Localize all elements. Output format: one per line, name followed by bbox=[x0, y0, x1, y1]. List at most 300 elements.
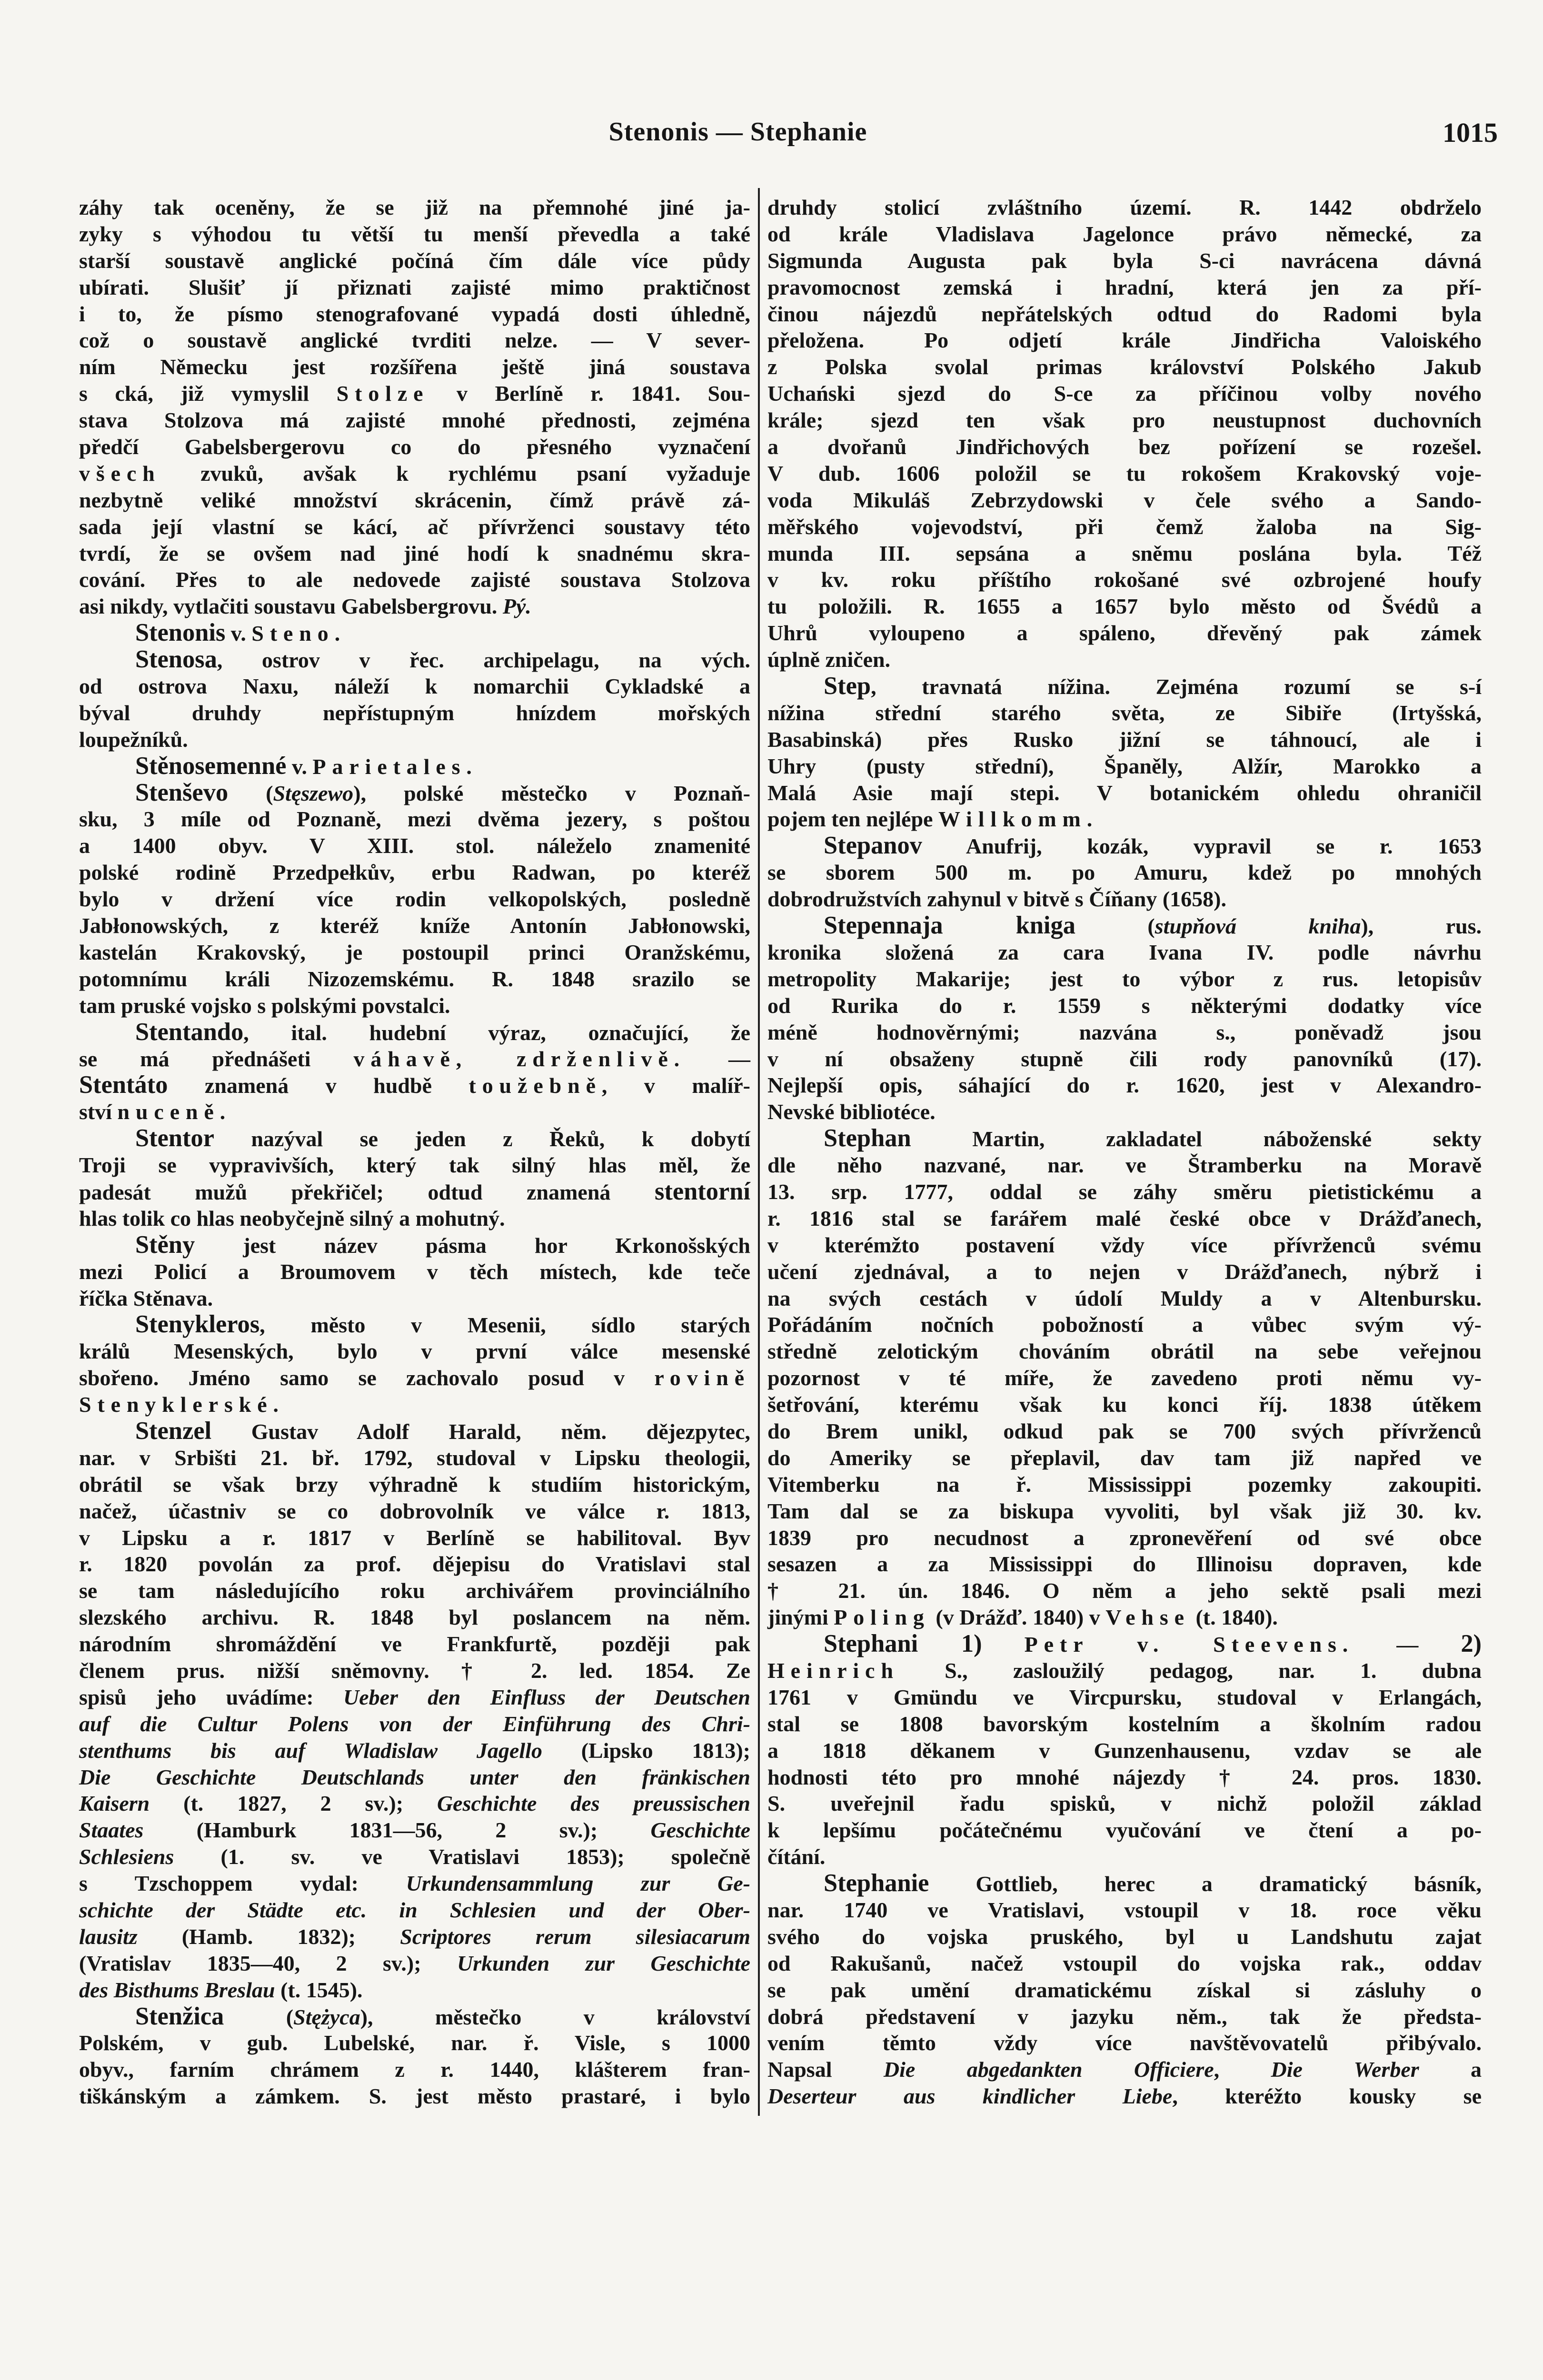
text-run: asi nikdy, vytlačiti soustavu Gabelsbergrovu. bbox=[79, 594, 503, 619]
text-run: Gustav Adolf Harald, něm. dějezpytec, bbox=[211, 1419, 750, 1444]
text-run: stal se 1808 bavorským kostelním a školním radou bbox=[767, 1711, 1482, 1736]
text-line bbox=[79, 1604, 750, 1631]
text-run: ním Německu jest rozšířena ještě jiná soustava bbox=[79, 355, 750, 379]
text-run: býval druhdy nepřístupným hnízdem mořských bbox=[79, 700, 750, 725]
text-line bbox=[79, 1498, 750, 1525]
text-line bbox=[79, 1870, 750, 1897]
text-run: což o soustavě anglické tvrditi nelze. — V sever- bbox=[79, 328, 750, 353]
text-run: sku, 3 míle od Poznaně, mezi dvěma jezery, s poštou bbox=[79, 807, 750, 832]
entry-headword: Step bbox=[824, 672, 871, 700]
text-line bbox=[767, 939, 1482, 966]
text-line bbox=[79, 460, 750, 487]
entry-headword: Stentando bbox=[135, 1018, 244, 1046]
text-run: zvuků, avšak k rychlému psaní vyžaduje bbox=[160, 461, 750, 486]
text-run: kronika složená za cara Ivana IV. podle návrhu bbox=[767, 940, 1482, 964]
spaced-emphasis: toužebně bbox=[468, 1073, 602, 1098]
text-run: přeložena. Po odjetí krále Jindřicha Valoiského bbox=[767, 328, 1482, 353]
text-run: , město v Mesenii, sídlo starých bbox=[259, 1313, 750, 1338]
text-line bbox=[79, 1684, 750, 1711]
text-line bbox=[767, 1657, 1482, 1684]
text-line bbox=[767, 806, 1482, 833]
text-line bbox=[79, 1764, 750, 1791]
text-run: Martin, zakladatel náboženské sekty bbox=[911, 1127, 1482, 1151]
text-line bbox=[767, 514, 1482, 540]
text-run: (Lipsko 1813); bbox=[542, 1738, 750, 1763]
text-run: Sigmunda Augusta pak byla S-ci navrácena dávná bbox=[767, 248, 1482, 273]
text-line bbox=[767, 1870, 1482, 1897]
text-run: a dvořanů Jindřichových bez pořízení se rozešel. bbox=[767, 435, 1482, 459]
text-line bbox=[767, 1125, 1482, 1152]
italic-title: stupňová kniha bbox=[1155, 914, 1361, 939]
text-run: † 21. ún. 1846. O něm a jeho sektě psali mezi bbox=[767, 1578, 1482, 1603]
text-line bbox=[79, 1577, 750, 1604]
italic-title: Pý. bbox=[502, 594, 531, 619]
text-run: druhdy stolicí zvláštního území. R. 1442 obdrželo bbox=[767, 195, 1482, 219]
text-run: z Polska svolal primas království Polského Jakub bbox=[767, 355, 1482, 379]
text-line bbox=[79, 833, 750, 859]
text-line bbox=[79, 407, 750, 434]
text-run: tu položili. R. 1655 a 1657 bylo město od Švédů a bbox=[767, 594, 1482, 619]
text-line bbox=[767, 912, 1482, 939]
text-line bbox=[79, 700, 750, 726]
text-run: do Ameriky se přeplavil, dav tam již napřed ve bbox=[767, 1445, 1482, 1470]
text-line bbox=[767, 1498, 1482, 1525]
text-run: v. bbox=[225, 621, 252, 646]
text-run: hodnosti této pro mnohé nájezdy † 24. pros. 1830. bbox=[767, 1765, 1482, 1789]
text-run: Anufrij, kozák, vypravil se r. 1653 bbox=[922, 834, 1482, 859]
text-line bbox=[79, 2030, 750, 2056]
text-run: ství bbox=[79, 1100, 118, 1124]
text-line bbox=[79, 1125, 750, 1152]
text-run: nar. v Srbišti 21. bř. 1792, studoval v Lipsku theologii, bbox=[79, 1445, 750, 1470]
text-run: Gottlieb, herec a dramatický básník, bbox=[929, 1872, 1482, 1896]
text-run: spisů jeho uvádíme: bbox=[79, 1685, 344, 1709]
entry-headword: Stentáto bbox=[79, 1071, 168, 1099]
text-line bbox=[79, 1737, 750, 1764]
entry-headword: Stenonis bbox=[135, 619, 226, 647]
spaced-emphasis: Stenyklerské. bbox=[79, 1392, 285, 1417]
italic-title: Urkundensammlung zur Ge- bbox=[406, 1871, 750, 1896]
text-run: , v malíř- bbox=[601, 1073, 750, 1098]
text-line bbox=[767, 1790, 1482, 1817]
text-run: mezi Policí a Broumovem v těch místech, kde teče bbox=[79, 1259, 750, 1284]
italic-title: Die Geschichte Deutschlands unter den fränkischen bbox=[79, 1765, 750, 1789]
text-line bbox=[767, 620, 1482, 646]
text-run: obrátil se však brzy výhradně k studiím historickým, bbox=[79, 1472, 750, 1497]
left-column bbox=[79, 194, 750, 2110]
text-run: a 1400 obyv. V XIII. stol. náleželo znamenité bbox=[79, 833, 750, 858]
text-line bbox=[79, 221, 750, 248]
text-line bbox=[79, 1179, 750, 1205]
text-run: sesazen a za Mississippi do Illinoisu dopraven, kde bbox=[767, 1552, 1482, 1577]
text-line bbox=[79, 1551, 750, 1577]
text-run: V dub. 1606 položil se tu rokošem Krakovský voje- bbox=[767, 461, 1482, 486]
text-run: ( bbox=[228, 781, 273, 805]
text-run: v ní obsaženy stupně čili rody panovníků (17). bbox=[767, 1046, 1482, 1071]
text-run: bylo v držení více rodin velkopolských, posledně bbox=[79, 887, 750, 912]
text-run: pozornost v té míře, že zavedeno proti němu vy- bbox=[767, 1366, 1482, 1390]
text-run: předčí Gabelsbergerovu co do přesného vyznačení bbox=[79, 435, 750, 459]
text-line bbox=[79, 248, 750, 274]
entry-headword: Stenžica bbox=[135, 2002, 224, 2030]
text-run: ), polské městečko v Poznaň- bbox=[353, 781, 750, 805]
text-run: ubírati. Slušiť jí přiznati zajisté mimo praktičnost bbox=[79, 275, 750, 299]
text-run: od Rakušanů, načež vstoupil do vojska rak., oddav bbox=[767, 1951, 1482, 1975]
text-line bbox=[767, 1924, 1482, 1950]
text-line bbox=[767, 1099, 1482, 1125]
text-line bbox=[767, 2003, 1482, 2030]
text-line bbox=[767, 434, 1482, 460]
entry-headword: Stepennaja kniga bbox=[824, 912, 1075, 940]
text-line bbox=[767, 1471, 1482, 1498]
text-run: krále; sjezd ten však pro neustupnost duchovních bbox=[767, 408, 1482, 433]
text-run: Napsal bbox=[767, 2057, 884, 2082]
text-line bbox=[767, 1365, 1482, 1391]
text-run: králů Mesenských, bylo v první válce mesenské bbox=[79, 1339, 750, 1364]
text-line bbox=[79, 1950, 750, 1977]
text-run: S. uveřejnil řadu spisků, v nichž položil základ bbox=[767, 1791, 1482, 1816]
text-run: měřského vojevodství, při čemž žaloba na Sig- bbox=[767, 514, 1482, 539]
text-run: stava Stolzova má zajisté mnohé přednosti, zejména bbox=[79, 408, 750, 433]
text-line bbox=[79, 1924, 750, 1950]
text-line bbox=[767, 1445, 1482, 1471]
text-run: , ital. hudební výraz, označující, že bbox=[243, 1020, 750, 1045]
text-run: činou nájezdů nepřátelských odtud do Radomi byla bbox=[767, 301, 1482, 326]
text-line bbox=[767, 327, 1482, 354]
text-run: , travnatá nížina. Zejména rozumí se s-í bbox=[871, 674, 1482, 699]
text-line bbox=[767, 380, 1482, 407]
text-run: — bbox=[686, 1046, 750, 1071]
text-run: do Brem unikl, odkud pak se 700 svých přívrženců bbox=[767, 1418, 1482, 1443]
text-run: S., zasloužilý pedagog, nar. 1. dubna bbox=[899, 1658, 1482, 1683]
text-run: dle něho nazvané, nar. ve Štramberku na Moravě bbox=[767, 1153, 1482, 1178]
spaced-emphasis: Steno. bbox=[251, 621, 347, 646]
text-run: nazýval se jeden z Řeků, k dobytí bbox=[214, 1127, 750, 1151]
text-line bbox=[79, 1046, 750, 1072]
text-line bbox=[79, 806, 750, 833]
text-run: (Hamburk 1831—56, 2 sv.); bbox=[143, 1818, 651, 1843]
text-line bbox=[767, 700, 1482, 726]
text-run: padesát mužů překřičel; odtud znamená bbox=[79, 1180, 655, 1204]
text-line bbox=[79, 1205, 750, 1232]
text-run: r. 1820 povolán za prof. dějepisu do Vratislavi stal bbox=[79, 1552, 750, 1577]
text-line bbox=[79, 380, 750, 407]
text-line bbox=[767, 1711, 1482, 1737]
text-run: tam pruské vojsko s polskými povstalci. bbox=[79, 993, 450, 1018]
entry-headword: Stepanov bbox=[824, 832, 922, 860]
text-run: se pak umění dramatickému získal si zásluhy o bbox=[767, 1977, 1482, 2002]
text-run: obyv., farním chrámem z r. 1440, klášterem fran- bbox=[79, 2057, 750, 2082]
text-run: ( bbox=[1075, 914, 1155, 939]
text-run: kastelán Krakovský, je postoupil princi Oranžskému, bbox=[79, 940, 750, 964]
text-run: a 1818 děkanem v Gunzenhausenu, vzdav se ale bbox=[767, 1738, 1482, 1763]
text-line bbox=[79, 1072, 750, 1099]
text-line bbox=[79, 434, 750, 460]
text-run: s Tzschoppem vydal: bbox=[79, 1871, 406, 1896]
text-line bbox=[767, 753, 1482, 780]
text-line bbox=[767, 1338, 1482, 1365]
text-line bbox=[79, 1471, 750, 1498]
text-run: slezského archivu. R. 1848 byl poslancem na něm. bbox=[79, 1605, 750, 1630]
entry-headword: Stenševo bbox=[135, 778, 229, 806]
text-line bbox=[767, 726, 1482, 753]
text-line bbox=[79, 1897, 750, 1924]
italic-title: Stężyca bbox=[293, 2004, 360, 2029]
text-run: učení zjednával, a to nejen v Drážďanech, nýbrž i bbox=[767, 1259, 1482, 1284]
text-run: Jabłonowských, z kteréž kníže Antonín Jabłonowski, bbox=[79, 913, 750, 938]
italic-title: schichte der Städte etc. in Schlesien und der Ober- bbox=[79, 1898, 750, 1922]
right-column bbox=[767, 194, 1482, 2110]
text-line bbox=[79, 673, 750, 700]
text-line bbox=[767, 540, 1482, 567]
text-run: — bbox=[1354, 1632, 1461, 1657]
text-line bbox=[79, 274, 750, 301]
text-line bbox=[79, 1977, 750, 2003]
italic-title: Die Werber bbox=[1271, 2057, 1419, 2082]
text-run: a bbox=[1419, 2057, 1482, 2082]
text-line bbox=[79, 1311, 750, 1338]
running-title: Stenonis — Stephanie bbox=[608, 117, 867, 147]
italic-title: Schlesiens bbox=[79, 1844, 174, 1869]
text-line bbox=[79, 886, 750, 912]
text-run: nar. 1740 ve Vratislavi, vstoupil v 18. roce věku bbox=[767, 1898, 1482, 1922]
text-run: dobrodružstvích zahynul v bitvě s Číňany (1658). bbox=[767, 887, 1227, 912]
text-run: tvrdí, že se ovšem nad jiné hodí k snadnému skra- bbox=[79, 541, 750, 565]
text-line bbox=[79, 1817, 750, 1844]
text-line bbox=[767, 1950, 1482, 1977]
text-line bbox=[767, 593, 1482, 620]
text-line bbox=[767, 646, 1482, 673]
text-run: , bbox=[1214, 2057, 1271, 2082]
spaced-emphasis: nuceně. bbox=[117, 1100, 232, 1124]
text-line bbox=[767, 1232, 1482, 1259]
text-line bbox=[79, 726, 750, 753]
text-line bbox=[767, 1179, 1482, 1205]
text-run: svého do vojska pruského, byl u Landshutu zajat bbox=[767, 1924, 1482, 1949]
italic-title: Ueber den Einfluss der Deutschen bbox=[343, 1685, 750, 1709]
italic-title: stenthums bis auf Wladislaw Jagello bbox=[79, 1738, 542, 1763]
text-line bbox=[79, 1711, 750, 1737]
text-run: Vitemberku na ř. Mississippi pozemky zakoupiti. bbox=[767, 1472, 1482, 1497]
text-line bbox=[767, 2030, 1482, 2056]
spaced-emphasis: Petr v. Steevens. bbox=[1024, 1632, 1354, 1657]
text-run: čítání. bbox=[767, 1844, 826, 1869]
text-line bbox=[767, 1817, 1482, 1844]
text-run: , kteréžto kousky se bbox=[1172, 2084, 1482, 2109]
text-run: znamená v hudbě bbox=[168, 1073, 469, 1098]
text-run: pravomocnost zemská i hradní, která jen za pří- bbox=[767, 275, 1482, 299]
text-run: záhy tak oceněny, že se již na přemnohé jiné ja- bbox=[79, 195, 750, 219]
text-run: středně zelotickým chováním obrátil na sebe veřejnou bbox=[767, 1339, 1482, 1364]
text-line bbox=[767, 2056, 1482, 2083]
text-line bbox=[79, 1152, 750, 1179]
text-line bbox=[79, 593, 750, 620]
text-line bbox=[79, 1259, 750, 1285]
text-run: na svých cestách v údolí Muldy a v Altenbursku. bbox=[767, 1286, 1482, 1310]
text-run: v Berlíně r. 1841. Sou- bbox=[429, 381, 750, 406]
text-run: (1. sv. ve Vratislavi 1853); společně bbox=[174, 1844, 750, 1869]
text-run: (Hamb. 1832); bbox=[137, 1924, 400, 1949]
text-line bbox=[79, 1338, 750, 1365]
text-line bbox=[767, 1764, 1482, 1791]
italic-title: Staates bbox=[79, 1818, 144, 1843]
text-run: načež, účastniv se co dobrovolník ve válce r. 1813, bbox=[79, 1498, 750, 1523]
text-run: Tam dal se za biskupa vyvoliti, byl však již 30. kv. bbox=[767, 1498, 1482, 1523]
text-run bbox=[982, 1632, 1025, 1656]
text-line bbox=[767, 1152, 1482, 1179]
entry-headword: Stenykleros bbox=[135, 1310, 260, 1339]
text-run: v kterémžto postavení vždy více přívrženců svému bbox=[767, 1232, 1482, 1257]
text-run: Uhry (pusty střední), Španěly, Alžír, Marokko a bbox=[767, 754, 1482, 778]
text-run: od Rurika do r. 1559 s některými dodatky více bbox=[767, 993, 1482, 1018]
text-run: nížina střední starého světa, ze Sibiře (Irtyšská, bbox=[767, 700, 1482, 725]
text-run: Troji se vypravivších, který tak silný hlas měl, že bbox=[79, 1153, 750, 1178]
entry-headword: Stephanie bbox=[824, 1869, 929, 1897]
text-run: voda Mikuláš Zebrzydowski v čele svého a Sando- bbox=[767, 487, 1482, 512]
text-run: sbořeno. Jméno samo se zachovalo posud v bbox=[79, 1366, 655, 1390]
entry-headword: Stěny bbox=[135, 1230, 195, 1259]
text-line bbox=[79, 1525, 750, 1551]
spaced-emphasis: Heinrich bbox=[767, 1658, 899, 1683]
spaced-emphasis: Willkomm. bbox=[938, 807, 1099, 832]
text-line bbox=[79, 487, 750, 514]
page-number: 1015 bbox=[1443, 117, 1498, 148]
italic-title: Kaisern bbox=[79, 1791, 150, 1816]
text-run: sada její vlastní se kácí, ač přívrženci soustavy této bbox=[79, 514, 750, 539]
italic-title: Geschichte des preussischen bbox=[437, 1791, 750, 1816]
entry-headword: Stentor bbox=[135, 1124, 215, 1152]
text-run: se má přednášeti bbox=[79, 1046, 354, 1071]
text-run: potomnímu králi Nizozemskému. R. 1848 srazilo se bbox=[79, 966, 750, 991]
text-line bbox=[79, 1391, 750, 1418]
text-line bbox=[79, 514, 750, 540]
text-run: se tam následujícího roku archivářem provinciálního bbox=[79, 1578, 750, 1603]
text-line bbox=[767, 1418, 1482, 1445]
text-line bbox=[767, 1259, 1482, 1285]
text-line bbox=[767, 673, 1482, 700]
text-run: Basabinská) přes Rusko jižní se táhnoucí, ale i bbox=[767, 727, 1482, 752]
text-line bbox=[767, 1551, 1482, 1577]
text-line bbox=[767, 566, 1482, 593]
text-line bbox=[79, 2083, 750, 2110]
text-run: Uhrů vyloupeno a spáleno, dřevěný pak zámek bbox=[767, 621, 1482, 645]
text-line bbox=[767, 1577, 1482, 1604]
text-run: jest název pásma hor Krkonošských bbox=[195, 1233, 750, 1258]
italic-title: Stęszewo bbox=[273, 781, 354, 805]
text-line bbox=[79, 1232, 750, 1259]
text-run: vením těmto vždy více navštěvovatelů přibývalo. bbox=[767, 2031, 1482, 2055]
text-line bbox=[79, 912, 750, 939]
text-line bbox=[767, 248, 1482, 274]
text-line bbox=[79, 1418, 750, 1445]
text-line bbox=[767, 221, 1482, 248]
text-line bbox=[79, 1844, 750, 1870]
text-line bbox=[79, 939, 750, 966]
italic-title: Scriptores rerum silesiacarum bbox=[400, 1924, 751, 1949]
text-line bbox=[767, 301, 1482, 327]
text-line bbox=[79, 1099, 750, 1125]
text-line bbox=[767, 1977, 1482, 2003]
text-line bbox=[767, 1525, 1482, 1551]
text-run: k lepšímu počátečnému vyučování ve čtení a po- bbox=[767, 1818, 1482, 1843]
text-line bbox=[79, 780, 750, 806]
spaced-emphasis: Vehse bbox=[1105, 1605, 1190, 1630]
text-line bbox=[767, 1019, 1482, 1046]
text-run: ), městečko v království bbox=[360, 2004, 750, 2029]
text-line bbox=[79, 1790, 750, 1817]
text-line bbox=[767, 1311, 1482, 1338]
text-run: r. 1816 stal se farářem malé české obce v Drážďanech, bbox=[767, 1206, 1482, 1230]
text-line bbox=[767, 1604, 1482, 1631]
text-run: starší soustavě anglické počíná čím dále více půdy bbox=[79, 248, 750, 273]
text-run: Nevské bibliotéce. bbox=[767, 1100, 936, 1124]
text-run: 13. srp. 1777, oddal se záhy směru pietistickému a bbox=[767, 1179, 1482, 1204]
text-run: od krále Vladislava Jagelonce právo německé, za bbox=[767, 221, 1482, 246]
text-line bbox=[767, 2083, 1482, 2110]
text-run: Polském, v gub. Lubelské, nar. ř. Visle, s 1000 bbox=[79, 2031, 750, 2055]
italic-title: Urkunden zur Geschichte bbox=[457, 1951, 750, 1975]
entry-headword: Stephan bbox=[824, 1124, 911, 1152]
text-line bbox=[767, 780, 1482, 806]
text-run: (v Drážď. 1840) v bbox=[930, 1605, 1106, 1630]
text-run: Uchański sjezd do S-ce za příčinou volby nového bbox=[767, 381, 1482, 406]
text-line bbox=[79, 2056, 750, 2083]
text-run: (t. 1545). bbox=[275, 1977, 363, 2002]
text-line bbox=[79, 1365, 750, 1391]
text-run: členem prus. nižší sněmovny. † 2. led. 1854. Ze bbox=[79, 1658, 750, 1683]
text-line bbox=[79, 1445, 750, 1471]
text-run: Malá Asie mají stepi. V botanickém ohledu ohraničil bbox=[767, 780, 1482, 805]
text-run: od ostrova Naxu, náleží k nomarchii Cykladské a bbox=[79, 674, 750, 699]
text-line bbox=[767, 1631, 1482, 1657]
text-line bbox=[767, 354, 1482, 380]
text-line bbox=[79, 301, 750, 327]
column-divider bbox=[758, 188, 760, 2116]
text-run: v Lipsku a r. 1817 v Berlíně se habilitoval. Byv bbox=[79, 1525, 750, 1550]
text-line bbox=[767, 859, 1482, 886]
entry-headword: Stenosa bbox=[135, 645, 217, 674]
text-run: 1761 v Gmündu ve Vircpursku, studoval v Erlangách, bbox=[767, 1685, 1482, 1709]
entry-headword: Stěnosemenné bbox=[135, 752, 287, 780]
text-line bbox=[79, 1285, 750, 1312]
italic-title: des Bisthums Breslau bbox=[79, 1977, 275, 2002]
spaced-emphasis: všech bbox=[79, 461, 161, 486]
spaced-emphasis: Stolze bbox=[336, 381, 429, 406]
entry-headword: 2) bbox=[1461, 1630, 1482, 1658]
text-line bbox=[79, 966, 750, 992]
text-line bbox=[767, 833, 1482, 859]
text-run: Nejlepší opis, sáhající do r. 1620, jest v Alexandro- bbox=[767, 1073, 1482, 1098]
text-run: (t. 1827, 2 sv.); bbox=[149, 1791, 437, 1816]
text-run: Pořádáním nočních pobožností a vůbec svým vý- bbox=[767, 1312, 1482, 1337]
text-run: , ostrov v řec. archipelagu, na vých. bbox=[217, 648, 750, 673]
text-run: polské rodině Przedpełkův, erbu Radwan, po kteréž bbox=[79, 860, 750, 885]
text-line bbox=[79, 354, 750, 380]
italic-title: Deserteur aus kindlicher Liebe bbox=[767, 2084, 1173, 2109]
text-run: méně hodnověrnými; nazvána s., poněvadž jsou bbox=[767, 1020, 1482, 1044]
text-line bbox=[767, 274, 1482, 301]
text-line bbox=[79, 646, 750, 673]
text-run: se sborem 500 m. po Amuru, kdež po mnohých bbox=[767, 860, 1482, 885]
text-run: ( bbox=[224, 2004, 294, 2029]
text-line bbox=[79, 1019, 750, 1046]
text-run: nezbytně veliké množství skrácenin, čímž právě zá- bbox=[79, 487, 750, 512]
text-run: pojem ten nejlépe bbox=[767, 807, 938, 832]
text-run: loupežníků. bbox=[79, 727, 188, 752]
text-line bbox=[767, 1684, 1482, 1711]
text-line bbox=[79, 2003, 750, 2030]
text-line bbox=[767, 886, 1482, 912]
